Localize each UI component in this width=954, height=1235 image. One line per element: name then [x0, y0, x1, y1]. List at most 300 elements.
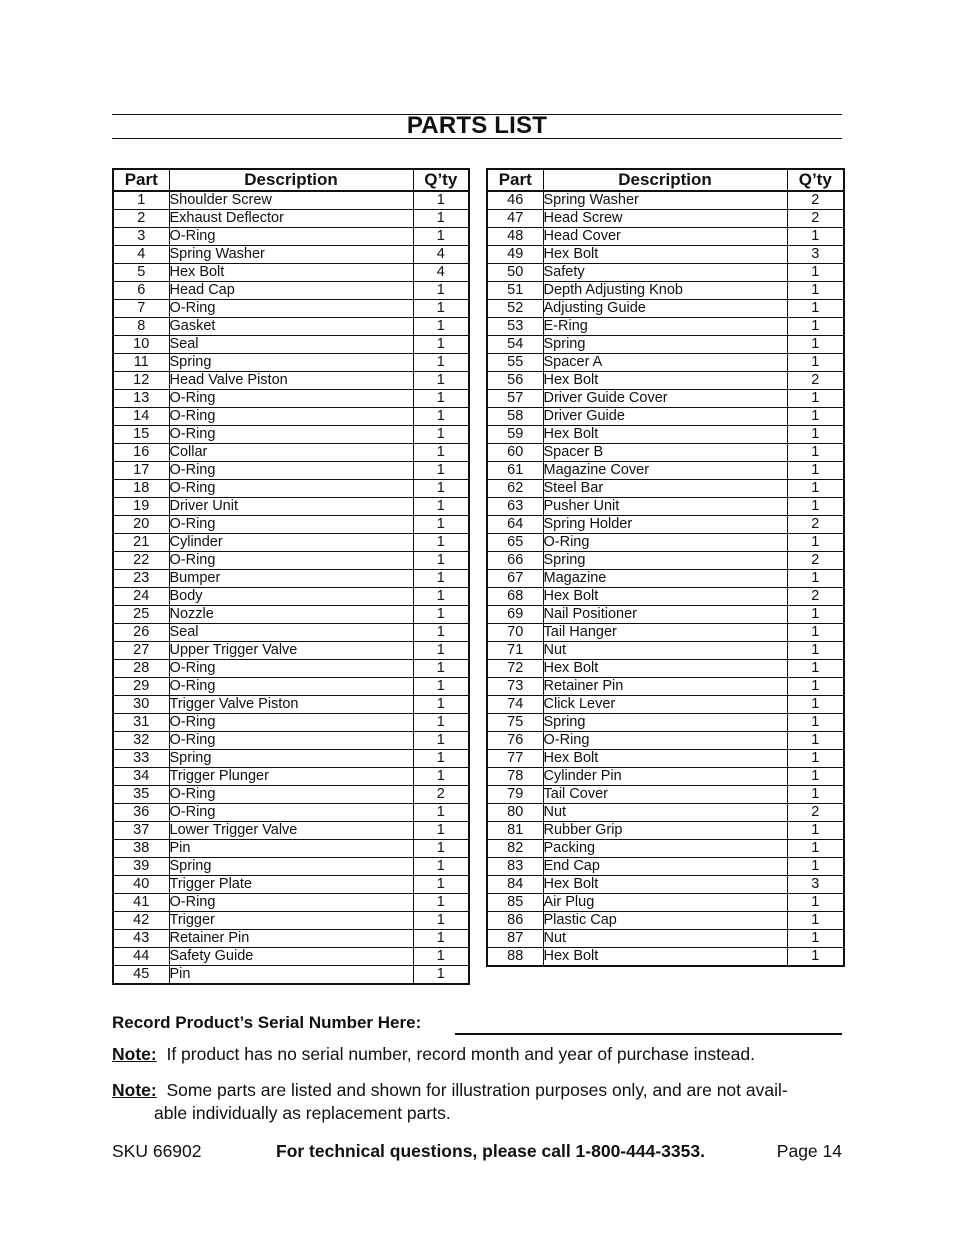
table-row [113, 498, 469, 516]
part-number: 79 [487, 786, 543, 804]
table-row [487, 462, 844, 480]
table-row [487, 786, 844, 804]
part-number: 50 [487, 264, 543, 282]
part-description: Hex Bolt [543, 246, 787, 264]
table-row [113, 246, 469, 264]
table-row [113, 426, 469, 444]
table-row [487, 300, 844, 318]
part-quantity: 1 [787, 624, 844, 642]
parts-table-left [112, 168, 470, 985]
col-header-qty: Q’ty [787, 169, 844, 191]
table-header-row [487, 169, 844, 191]
part-quantity: 1 [413, 588, 469, 606]
part-description: Lower Trigger Valve [169, 822, 413, 840]
part-description: O-Ring [169, 714, 413, 732]
part-number: 52 [487, 300, 543, 318]
part-quantity: 1 [413, 462, 469, 480]
part-number: 86 [487, 912, 543, 930]
note-illustration [112, 1079, 842, 1125]
part-description: Head Screw [543, 210, 787, 228]
note-label: Note: [112, 1044, 157, 1064]
table-row [487, 624, 844, 642]
table-row [487, 246, 844, 264]
part-quantity: 1 [787, 282, 844, 300]
table-row [113, 966, 469, 985]
part-number: 22 [113, 552, 169, 570]
part-number: 34 [113, 768, 169, 786]
part-number: 21 [113, 534, 169, 552]
table-row [487, 930, 844, 948]
table-row [487, 516, 844, 534]
part-description: O-Ring [169, 408, 413, 426]
part-description: Tail Hanger [543, 624, 787, 642]
part-quantity: 1 [787, 570, 844, 588]
table-row [113, 336, 469, 354]
part-quantity: 1 [787, 264, 844, 282]
part-quantity: 1 [787, 678, 844, 696]
part-description: Hex Bolt [543, 750, 787, 768]
part-quantity: 1 [413, 300, 469, 318]
part-description: Rubber Grip [543, 822, 787, 840]
part-description: Body [169, 588, 413, 606]
part-quantity: 1 [787, 696, 844, 714]
col-header-description: Description [169, 169, 413, 191]
part-number: 37 [113, 822, 169, 840]
part-quantity: 1 [413, 912, 469, 930]
part-description: Driver Unit [169, 498, 413, 516]
page-title: PARTS LIST [406, 112, 548, 139]
part-number: 14 [113, 408, 169, 426]
part-quantity: 2 [787, 210, 844, 228]
table-row [113, 318, 469, 336]
part-description: Trigger Plate [169, 876, 413, 894]
part-quantity: 1 [787, 894, 844, 912]
part-number: 3 [113, 228, 169, 246]
part-description: Magazine Cover [543, 462, 787, 480]
table-row [113, 390, 469, 408]
part-quantity: 1 [413, 930, 469, 948]
table-row [487, 444, 844, 462]
part-number: 45 [133, 966, 150, 982]
part-number: 27 [113, 642, 169, 660]
part-quantity: 1 [413, 426, 469, 444]
part-number: 65 [487, 534, 543, 552]
part-description: Upper Trigger Valve [169, 642, 413, 660]
part-quantity: 1 [413, 732, 469, 750]
part-quantity: 1 [413, 714, 469, 732]
col-header-part: Part [487, 169, 543, 191]
table-row [487, 714, 844, 732]
table-row [113, 696, 469, 714]
part-number: 19 [113, 498, 169, 516]
part-number: 62 [487, 480, 543, 498]
part-number: 76 [487, 732, 543, 750]
part-number: 11 [113, 354, 169, 372]
part-description: Safety [543, 264, 787, 282]
part-number: 38 [113, 840, 169, 858]
title-rule-bottom [112, 138, 842, 139]
part-quantity: 1 [413, 804, 469, 822]
part-quantity: 1 [413, 390, 469, 408]
table-row [113, 480, 469, 498]
note-serial [112, 1043, 842, 1066]
part-description: Nut [543, 804, 787, 822]
part-number: 16 [113, 444, 169, 462]
table-row [113, 282, 469, 300]
part-number: 56 [487, 372, 543, 390]
part-number: 30 [113, 696, 169, 714]
part-number: 82 [487, 840, 543, 858]
part-number: 47 [487, 210, 543, 228]
part-number: 35 [113, 786, 169, 804]
part-number: 66 [487, 552, 543, 570]
part-number: 15 [113, 426, 169, 444]
col-header-part: Part [113, 169, 169, 191]
table-row [487, 678, 844, 696]
table-row [113, 768, 469, 786]
part-number: 68 [487, 588, 543, 606]
part-description: O-Ring [169, 732, 413, 750]
part-number: 59 [487, 426, 543, 444]
part-description: Trigger Plunger [169, 768, 413, 786]
table-row [487, 912, 844, 930]
part-description: O-Ring [169, 462, 413, 480]
part-description: Spring Holder [543, 516, 787, 534]
part-number: 7 [113, 300, 169, 318]
part-description: O-Ring [169, 228, 413, 246]
part-description: Shoulder Screw [169, 191, 413, 210]
note-label: Note: [112, 1080, 157, 1100]
part-description: Cylinder [169, 534, 413, 552]
table-row [113, 642, 469, 660]
part-description: Trigger Valve Piston [169, 696, 413, 714]
footer-sku: SKU 66902 [112, 1141, 202, 1161]
part-number: 63 [487, 498, 543, 516]
note-text: If product has no serial number, record month and year of purchase instead. [166, 1044, 755, 1064]
part-quantity: 1 [787, 408, 844, 426]
part-description: O-Ring [169, 552, 413, 570]
part-description: Exhaust Deflector [169, 210, 413, 228]
table-row [487, 732, 844, 750]
part-quantity: 1 [413, 534, 469, 552]
part-number: 8 [113, 318, 169, 336]
part-quantity: 1 [787, 714, 844, 732]
part-number: 72 [487, 660, 543, 678]
table-row [487, 408, 844, 426]
part-description: Driver Guide [543, 408, 787, 426]
part-number: 64 [487, 516, 543, 534]
col-header-description: Description [543, 169, 787, 191]
table-row [487, 660, 844, 678]
part-description: Cylinder Pin [543, 768, 787, 786]
part-quantity: 1 [413, 552, 469, 570]
part-description: Steel Bar [543, 480, 787, 498]
part-description: Safety Guide [169, 948, 413, 966]
part-description: O-Ring [543, 534, 787, 552]
table-row [487, 336, 844, 354]
part-quantity: 1 [787, 534, 844, 552]
part-number: 61 [487, 462, 543, 480]
note-text: Some parts are listed and shown for illustration purposes only, and are not avail- [166, 1080, 788, 1100]
part-description: Spring [543, 714, 787, 732]
part-number: 1 [113, 191, 169, 210]
table-row [487, 822, 844, 840]
table-row [113, 444, 469, 462]
table-row [487, 264, 844, 282]
part-number: 67 [487, 570, 543, 588]
part-description: Depth Adjusting Knob [543, 282, 787, 300]
part-quantity: 1 [787, 858, 844, 876]
part-number: 60 [487, 444, 543, 462]
part-quantity: 1 [413, 498, 469, 516]
part-number: 10 [113, 336, 169, 354]
part-quantity: 1 [413, 678, 469, 696]
part-description: Trigger [169, 912, 413, 930]
table-row [113, 462, 469, 480]
part-quantity: 1 [413, 336, 469, 354]
part-quantity: 1 [787, 444, 844, 462]
part-description: O-Ring [169, 516, 413, 534]
part-quantity: 1 [787, 822, 844, 840]
part-description: Retainer Pin [169, 930, 413, 948]
part-quantity: 1 [413, 516, 469, 534]
table-row [487, 876, 844, 894]
table-row [113, 624, 469, 642]
part-quantity: 1 [787, 390, 844, 408]
part-description: Head Cap [169, 282, 413, 300]
part-number: 74 [487, 696, 543, 714]
part-description: Spring Washer [543, 191, 787, 210]
table-row [113, 588, 469, 606]
part-quantity: 4 [413, 246, 469, 264]
table-row [113, 228, 469, 246]
part-number: 78 [487, 768, 543, 786]
table-row [113, 408, 469, 426]
table-row [113, 264, 469, 282]
part-number: 80 [487, 804, 543, 822]
table-row [487, 750, 844, 768]
part-description: Spring [169, 354, 413, 372]
table-row [487, 390, 844, 408]
table-row [113, 804, 469, 822]
table-row [487, 894, 844, 912]
table-row [487, 570, 844, 588]
part-quantity: 1 [787, 336, 844, 354]
part-description: O-Ring [543, 732, 787, 750]
table-row [113, 191, 469, 210]
table-row [487, 228, 844, 246]
table-row [113, 786, 469, 804]
part-number: 44 [113, 948, 169, 966]
table-row [487, 210, 844, 228]
part-quantity: 1 [787, 768, 844, 786]
parts-table-right-body [487, 191, 844, 966]
part-number: 49 [487, 246, 543, 264]
part-number: 57 [487, 390, 543, 408]
part-number: 42 [113, 912, 169, 930]
part-number: 69 [487, 606, 543, 624]
part-number: 13 [113, 390, 169, 408]
page-footer [112, 1140, 842, 1162]
part-quantity: 1 [787, 930, 844, 948]
table-row [487, 552, 844, 570]
part-quantity: 1 [787, 354, 844, 372]
table-row [487, 372, 844, 390]
footer-tech-support: For technical questions, please call 1-800-444-3353. [276, 1141, 705, 1161]
part-quantity: 1 [413, 948, 469, 966]
part-quantity: 1 [413, 858, 469, 876]
table-row [113, 822, 469, 840]
table-row [487, 858, 844, 876]
table-row [113, 876, 469, 894]
part-description: O-Ring [169, 390, 413, 408]
table-row [113, 534, 469, 552]
part-description: Hex Bolt [543, 372, 787, 390]
part-quantity: 1 [413, 768, 469, 786]
part-quantity: 1 [787, 660, 844, 678]
part-number: 36 [113, 804, 169, 822]
part-quantity: 1 [413, 966, 469, 985]
table-row [113, 894, 469, 912]
part-quantity: 2 [787, 804, 844, 822]
part-quantity: 1 [413, 480, 469, 498]
col-header-qty: Q’ty [413, 169, 469, 191]
table-row [487, 606, 844, 624]
part-description: Pusher Unit [543, 498, 787, 516]
part-description: E-Ring [543, 318, 787, 336]
part-number: 39 [113, 858, 169, 876]
table-row [113, 300, 469, 318]
part-number: 24 [113, 588, 169, 606]
part-number: 6 [113, 282, 169, 300]
part-description: Click Lever [543, 696, 787, 714]
part-quantity: 1 [787, 642, 844, 660]
part-quantity: 1 [787, 732, 844, 750]
part-description: Air Plug [543, 894, 787, 912]
part-description: O-Ring [169, 480, 413, 498]
part-quantity: 1 [413, 282, 469, 300]
part-description: O-Ring [169, 426, 413, 444]
part-description: Spacer B [543, 444, 787, 462]
part-description: Hex Bolt [169, 264, 413, 282]
part-number: 41 [113, 894, 169, 912]
part-number: 81 [487, 822, 543, 840]
part-quantity: 1 [413, 624, 469, 642]
part-description: Plastic Cap [543, 912, 787, 930]
part-quantity: 1 [787, 606, 844, 624]
part-number: 28 [113, 660, 169, 678]
part-quantity: 1 [787, 300, 844, 318]
part-description: Hex Bolt [543, 588, 787, 606]
part-quantity: 1 [413, 570, 469, 588]
part-description: Spring [543, 336, 787, 354]
part-quantity: 2 [787, 588, 844, 606]
part-number: 25 [113, 606, 169, 624]
footer-page-number: Page 14 [776, 1141, 842, 1161]
part-description: End Cap [543, 858, 787, 876]
table-row [487, 498, 844, 516]
part-quantity: 3 [787, 876, 844, 894]
part-quantity: 1 [787, 786, 844, 804]
part-quantity: 1 [787, 948, 844, 967]
part-number: 46 [487, 191, 543, 210]
part-number: 2 [113, 210, 169, 228]
part-number: 84 [487, 876, 543, 894]
table-row [113, 570, 469, 588]
table-header-row [113, 169, 469, 191]
table-row [113, 354, 469, 372]
part-description: Gasket [169, 318, 413, 336]
table-row [113, 606, 469, 624]
table-row [113, 678, 469, 696]
part-quantity: 1 [413, 228, 469, 246]
part-quantity: 1 [413, 840, 469, 858]
part-number: 43 [113, 930, 169, 948]
table-row [113, 660, 469, 678]
table-row [113, 552, 469, 570]
part-quantity: 2 [787, 552, 844, 570]
table-row [113, 840, 469, 858]
table-row [487, 191, 844, 210]
part-quantity: 1 [413, 822, 469, 840]
part-number: 53 [487, 318, 543, 336]
part-quantity: 1 [413, 318, 469, 336]
table-row [487, 426, 844, 444]
part-quantity: 1 [787, 426, 844, 444]
serial-number-line [455, 1033, 842, 1035]
part-quantity: 1 [413, 876, 469, 894]
part-quantity: 1 [787, 228, 844, 246]
part-description: Pin [169, 966, 413, 985]
part-description: Hex Bolt [543, 426, 787, 444]
part-quantity: 1 [413, 354, 469, 372]
part-quantity: 2 [787, 372, 844, 390]
part-description: Spring [169, 858, 413, 876]
table-row [113, 516, 469, 534]
part-quantity: 1 [787, 750, 844, 768]
part-quantity: 2 [413, 786, 469, 804]
table-row [487, 840, 844, 858]
table-row [487, 642, 844, 660]
part-quantity: 1 [787, 498, 844, 516]
part-number: 5 [113, 264, 169, 282]
part-description: O-Ring [169, 660, 413, 678]
part-quantity: 1 [413, 444, 469, 462]
table-row [113, 714, 469, 732]
part-quantity: 1 [413, 660, 469, 678]
part-description: Pin [169, 840, 413, 858]
part-quantity: 1 [787, 912, 844, 930]
part-number: 4 [113, 246, 169, 264]
part-quantity: 1 [413, 606, 469, 624]
part-description: Seal [169, 336, 413, 354]
table-row [113, 372, 469, 390]
part-number: 17 [113, 462, 169, 480]
part-description: O-Ring [169, 300, 413, 318]
serial-number-record [112, 1013, 842, 1033]
part-number: 32 [113, 732, 169, 750]
part-quantity: 1 [413, 372, 469, 390]
part-number: 23 [113, 570, 169, 588]
part-description: Seal [169, 624, 413, 642]
part-description: Nut [543, 930, 787, 948]
table-row [113, 930, 469, 948]
part-quantity: 4 [413, 264, 469, 282]
part-quantity: 2 [787, 191, 844, 210]
part-number: 12 [113, 372, 169, 390]
part-number: 83 [487, 858, 543, 876]
table-row [487, 282, 844, 300]
